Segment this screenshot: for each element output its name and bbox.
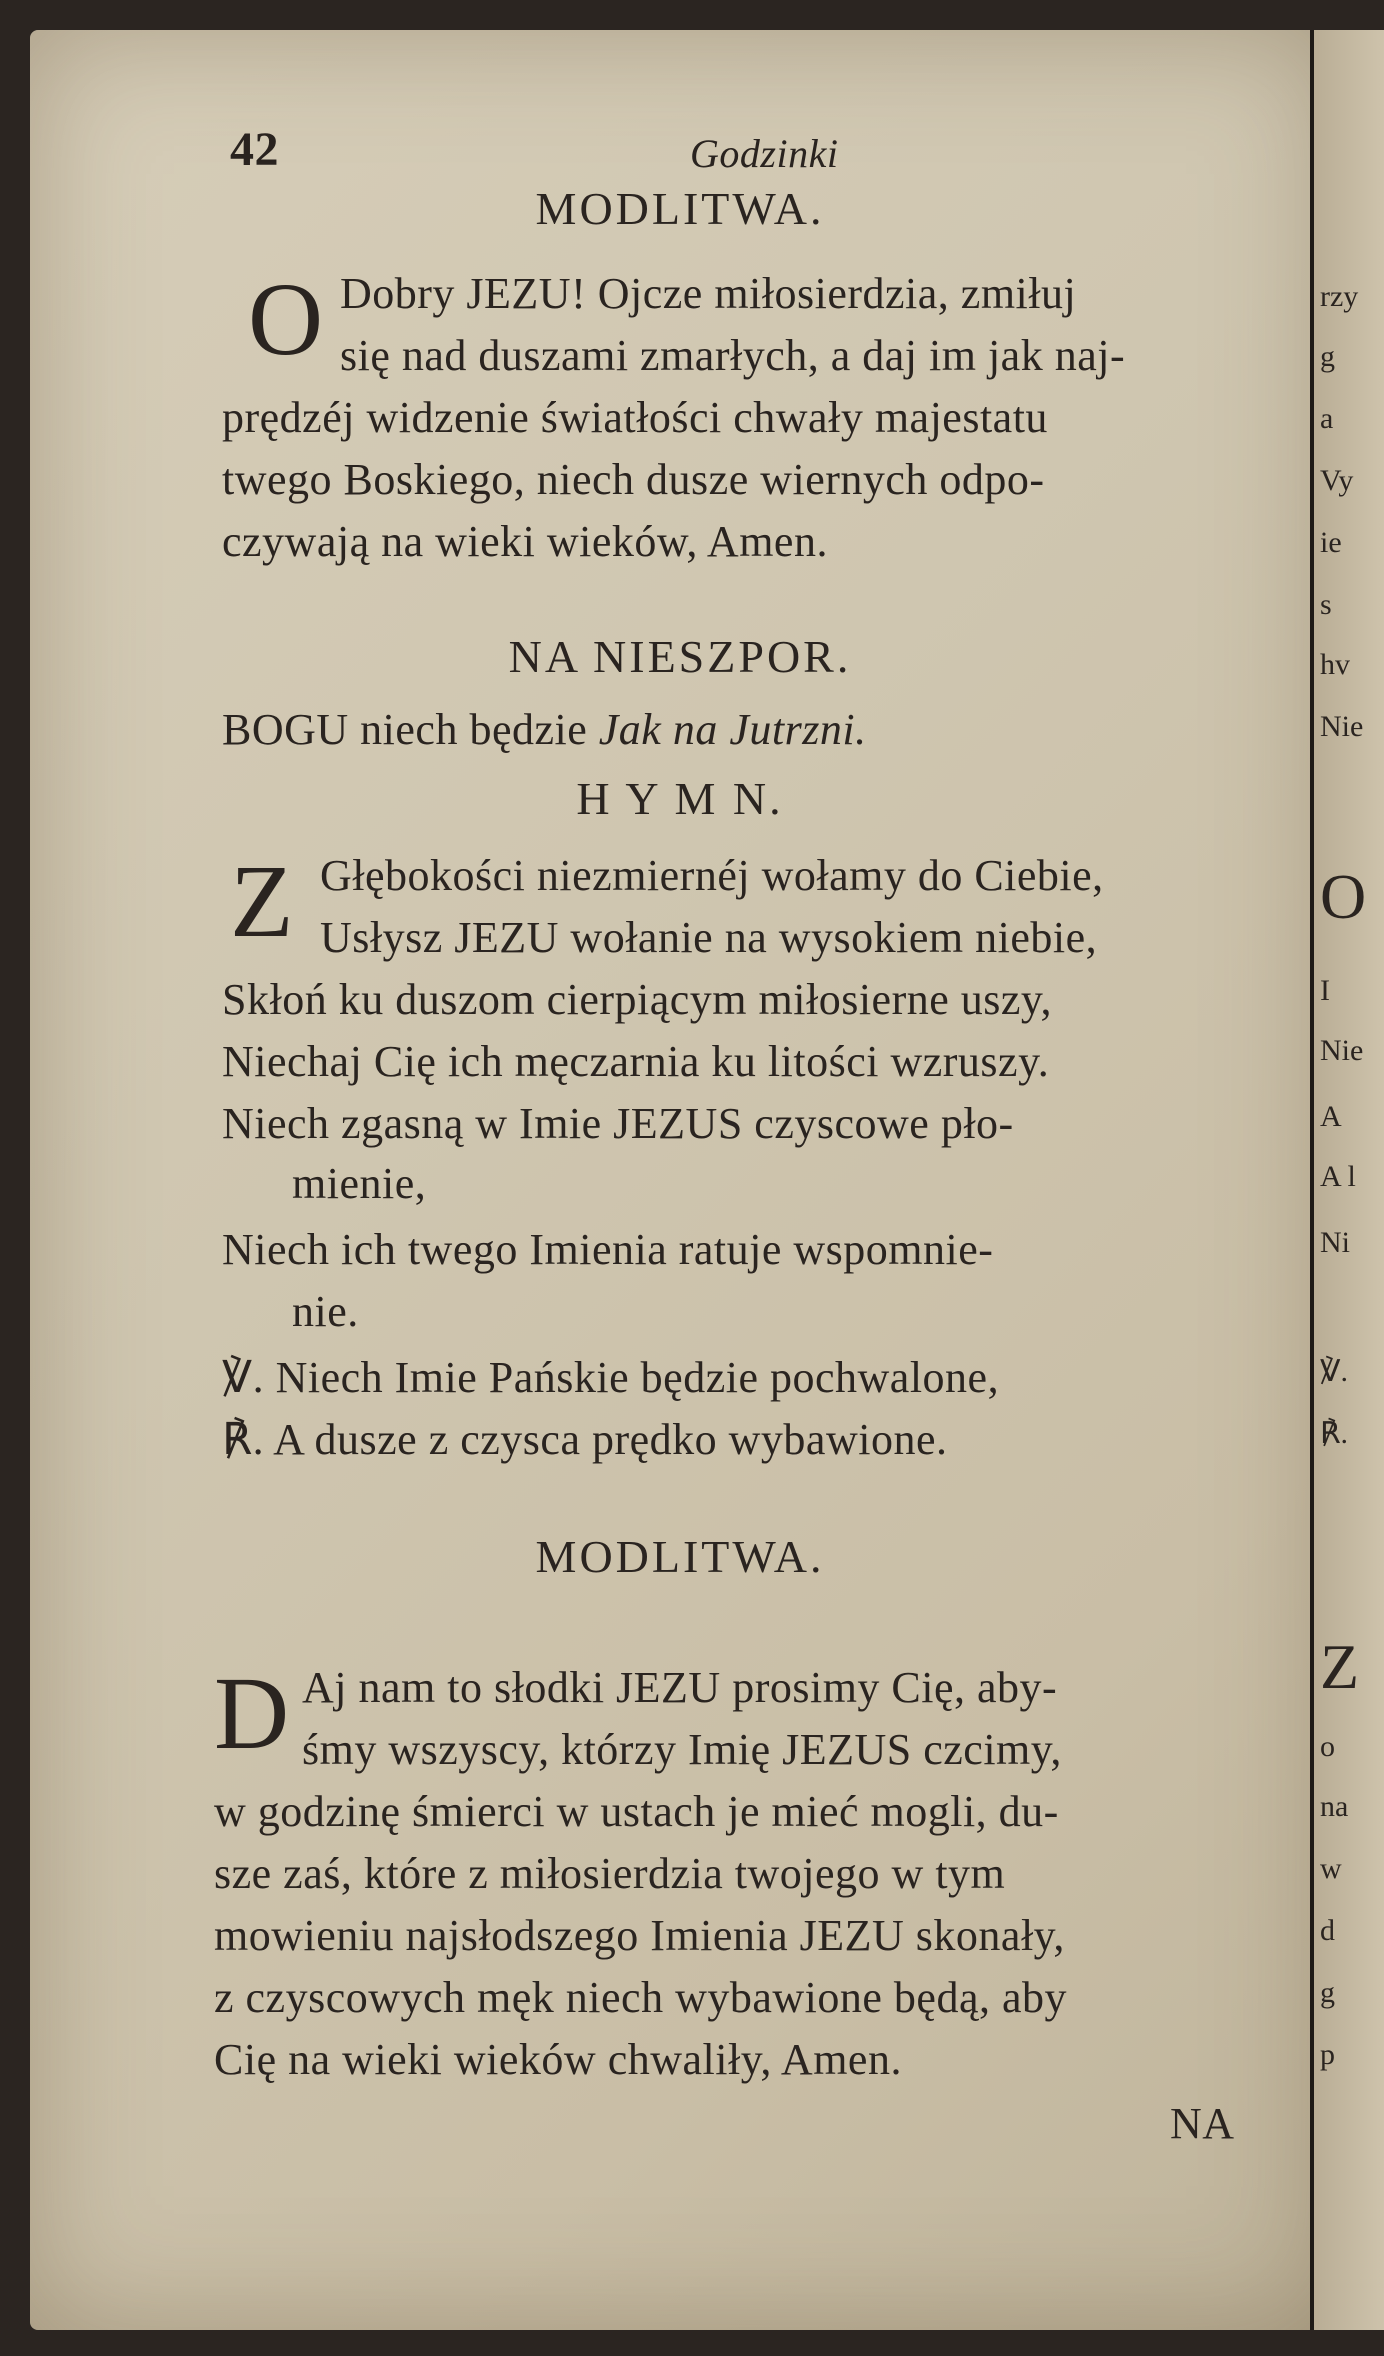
adjacent-fragment: A l [1320,1160,1356,1193]
adjacent-fragment: w [1320,1852,1342,1885]
adjacent-fragment: ℣. [1320,1355,1349,1388]
vespers-line-start: BOGU niech będzie [222,705,588,754]
vespers-line [222,704,867,755]
prayer2-line: mowieniu najsłodszego Imienia JEZU skonały, [214,1911,1065,1960]
adjacent-fragment: ℟. [1320,1417,1349,1450]
hymn-line: Skłoń ku duszom cierpiącym miłosierne uszy, [222,975,1053,1024]
adjacent-fragment: na [1320,1790,1349,1823]
hymn-line: mienie, [292,1159,427,1208]
hymn-line: Usłysz JEZU wołanie na wysokiem niebie, [320,913,1098,962]
adjacent-fragment: d [1320,1914,1335,1947]
adjacent-fragment: a [1320,402,1334,435]
hymn-line: nie. [292,1287,359,1336]
adjacent-fragment: Nie [1320,710,1364,743]
adjacent-fragment: s [1320,588,1332,621]
adjacent-fragment: Vy [1320,464,1354,497]
adjacent-fragment: Ni [1320,1226,1350,1259]
prayer1-line: twego Boskiego, niech dusze wiernych odpo- [222,455,1045,504]
prayer2-line: w godzinę śmierci w ustach je mieć mogli, du- [214,1787,1059,1836]
prayer1-line: się nad duszami zmarłych, a daj im jak naj- [340,331,1126,380]
vespers-heading: NA NIESZPOR. [508,631,852,682]
hymn-response: ℟. A dusze z czysca prędko wybawione. [222,1415,948,1464]
hymn-heading: H Y M N. [576,773,784,824]
prayer2-line: śmy wszyscy, którzy Imię JEZUS czcimy, [302,1725,1062,1774]
adjacent-fragment: g [1320,340,1335,373]
prayer1-line: Dobry JEZU! Ojcze miłosierdzia, zmiłuj [340,269,1077,318]
hymn-line: Niechaj Cię ich męczarnia ku litości wzruszy. [222,1037,1050,1086]
hymn-line: Głębokości niezmiernéj wołamy do Ciebie, [320,851,1104,900]
adjacent-fragment: ie [1320,526,1342,559]
prayer1-line: czywają na wieki wieków, Amen. [222,517,828,566]
vespers-line-italic: Jak na Jutrzni. [598,705,867,754]
adjacent-page-edge [1310,30,1384,2330]
catchword: NA [1170,2099,1235,2148]
prayer2-line: sze zaś, które z miłosierdzia twojego w tym [214,1849,1006,1898]
adjacent-fragment: hv [1320,648,1350,681]
adjacent-fragment: O [1320,861,1367,932]
adjacent-fragment: g [1320,1976,1335,2009]
prayer2-line: Cię na wieki wieków chwaliły, Amen. [214,2035,902,2084]
adjacent-fragment: p [1320,2038,1335,2071]
prayer1-heading: MODLITWA. [535,183,825,234]
prayer1-line: prędzéj widzenie światłości chwały majestatu [222,393,1048,442]
adjacent-fragment: Nie [1320,1034,1364,1067]
adjacent-fragment: rzy [1320,280,1359,313]
prayer2-heading: MODLITWA. [535,1531,825,1582]
hymn-versicle: ℣. Niech Imie Pańskie będzie pochwalone, [222,1353,1000,1402]
prayer2-line: Aj nam to słodki JEZU prosimy Cię, aby- [302,1663,1058,1712]
page-number: 42 [230,123,279,176]
book-page [30,30,1330,2330]
hymn-line: Niech zgasną w Imie JEZUS czyscowe pło- [222,1099,1014,1148]
adjacent-fragment: Z [1320,1631,1360,1702]
running-title: Godzinki [690,131,839,176]
adjacent-fragment: o [1320,1730,1335,1763]
prayer2-initial: D [214,1656,290,1771]
hymn-line: Niech ich twego Imienia ratuje wspomnie- [222,1225,994,1274]
prayer1-initial: O [248,262,324,377]
hymn-initial: Z [230,844,294,959]
prayer2-line: z czyscowych męk niech wybawione będą, aby [214,1973,1068,2022]
adjacent-fragment: I [1320,974,1330,1007]
adjacent-fragment: A [1320,1100,1342,1133]
